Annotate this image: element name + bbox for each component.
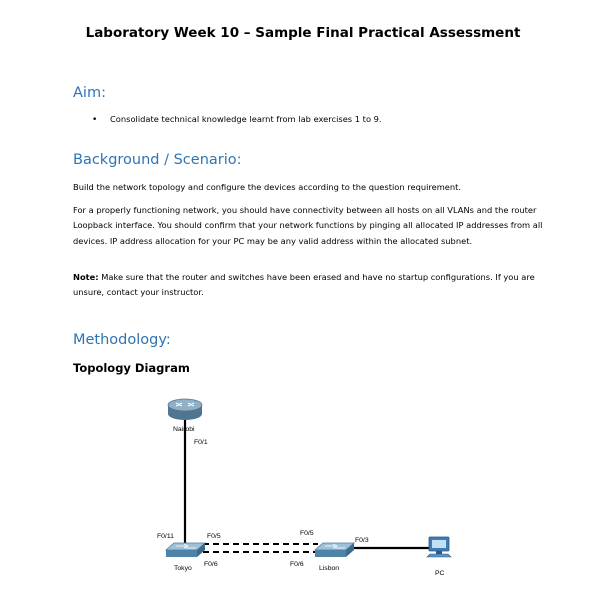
tokyo-port-a-label: F0/5 bbox=[207, 533, 221, 540]
switch-lisbon-icon[interactable] bbox=[315, 543, 354, 557]
tokyo-port-b-label: F0/6 bbox=[204, 561, 218, 568]
router-port-label: F0/1 bbox=[194, 439, 208, 446]
router-name-label: Nairobi bbox=[173, 426, 195, 433]
background-heading: Background / Scenario: bbox=[73, 152, 242, 168]
switch-tokyo-icon[interactable] bbox=[166, 543, 205, 557]
aim-bullet-text: Consolidate technical knowledge learnt from lab exercises 1 to 9. bbox=[110, 114, 382, 124]
bullet-icon: • bbox=[92, 115, 98, 125]
lisbon-port-b-label: F0/6 bbox=[290, 561, 304, 568]
pc-icon[interactable] bbox=[427, 537, 451, 557]
aim-heading: Aim: bbox=[73, 85, 106, 101]
router-icon[interactable] bbox=[168, 399, 202, 420]
pc-name-label: PC bbox=[435, 570, 445, 577]
note-label: Note: bbox=[73, 272, 99, 282]
tokyo-uplink-port-label: F0/11 bbox=[157, 533, 174, 540]
lisbon-port-a-label: F0/5 bbox=[300, 530, 314, 537]
tokyo-name-label: Tokyo bbox=[174, 565, 192, 572]
note-text: Make sure that the router and switches have been erased and have no startup configurations. If you are unsure, contact your instructor. bbox=[73, 272, 535, 298]
background-paragraph-1: Build the network topology and configure the devices according to the question requirement. bbox=[73, 182, 462, 192]
page-title: Laboratory Week 10 – Sample Final Practical Assessment bbox=[85, 25, 521, 41]
methodology-heading: Methodology: bbox=[73, 332, 171, 348]
background-paragraph-2: For a properly functioning network, you should have connectivity between all hosts on all VLANs and the router Loopback interface. You should confirm that your network functions by pinging all allocated IP addresses from all devices. IP address allocation for your PC may be any valid address within the allocated subnet. bbox=[73, 205, 543, 246]
lisbon-pc-port-label: F0/3 bbox=[355, 537, 369, 544]
topology-title: Topology Diagram bbox=[73, 361, 190, 375]
lisbon-name-label: Lisbon bbox=[319, 565, 340, 572]
